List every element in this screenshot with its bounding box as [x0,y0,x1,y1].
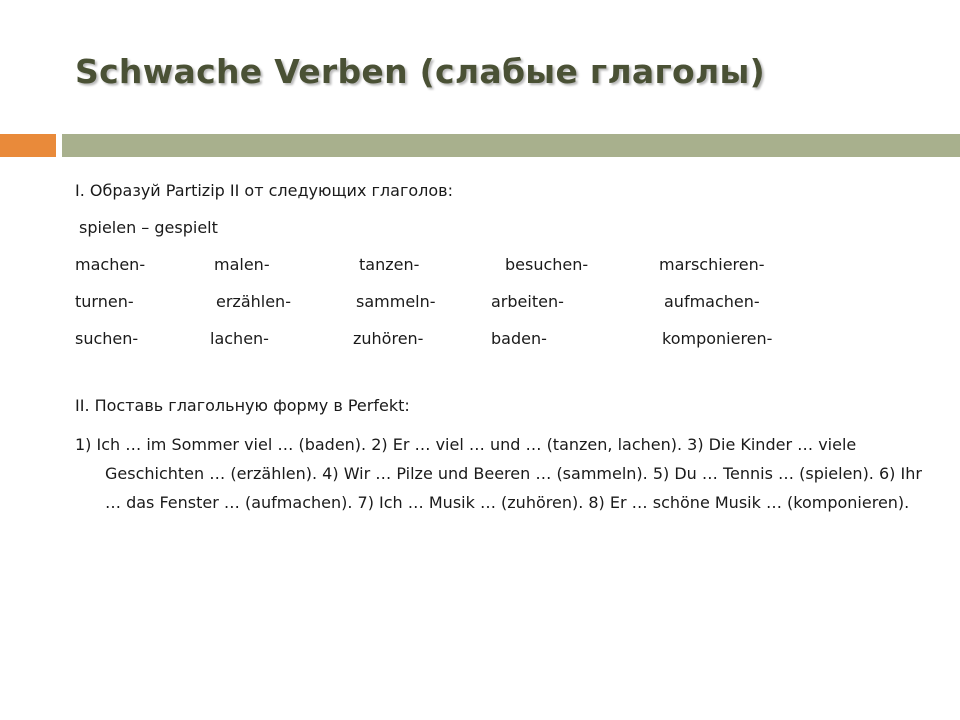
verb-cell: suchen- [75,329,139,348]
verb-row-3 [75,326,915,363]
verb-cell: marschieren- [659,255,765,274]
verb-row-1 [75,252,915,289]
verb-cell: sammeln- [356,292,436,311]
slide-body [75,178,922,517]
title-rule [62,134,960,157]
task2-text: 1) Ich … im Sommer viel … (baden). 2) Er … viel … und … (tanzen, lachen). 3) Die Kinder … viele Geschichten … (erzählen). 4) Wir … Pilze und Beeren … (sammeln). 5) Du … Tennis … (spielen). 6) Ihr … das Fenster … (aufmachen). 7) Ich … Musik … (zuhören). 8) Er … schöne Musik … (komponieren). [75,435,922,512]
verb-cell: erzählen- [216,292,291,311]
verb-cell: machen- [75,255,146,274]
task1-heading: I. Образуй Partizip II от следующих глаголов: [75,181,453,200]
verb-row-2 [75,289,915,326]
verb-cell: komponieren- [662,329,773,348]
verb-cell: besuchen- [505,255,589,274]
accent-bar [0,134,56,157]
verb-cell: zuhören- [353,329,424,348]
verb-cell: aufmachen- [664,292,760,311]
task2-heading: II. Поставь глагольную форму в Perfekt: [75,396,410,415]
example-line: spielen – gespielt [79,218,218,237]
verb-cell: turnen- [75,292,134,311]
verb-cell: baden- [491,329,547,348]
verb-cell: tanzen- [359,255,420,274]
verb-cell: lachen- [210,329,269,348]
verb-cell: arbeiten- [491,292,564,311]
spacer [75,363,915,393]
slide-title: Schwache Verben (слабые глаголы) [75,52,765,91]
verb-cell: malen- [214,255,270,274]
